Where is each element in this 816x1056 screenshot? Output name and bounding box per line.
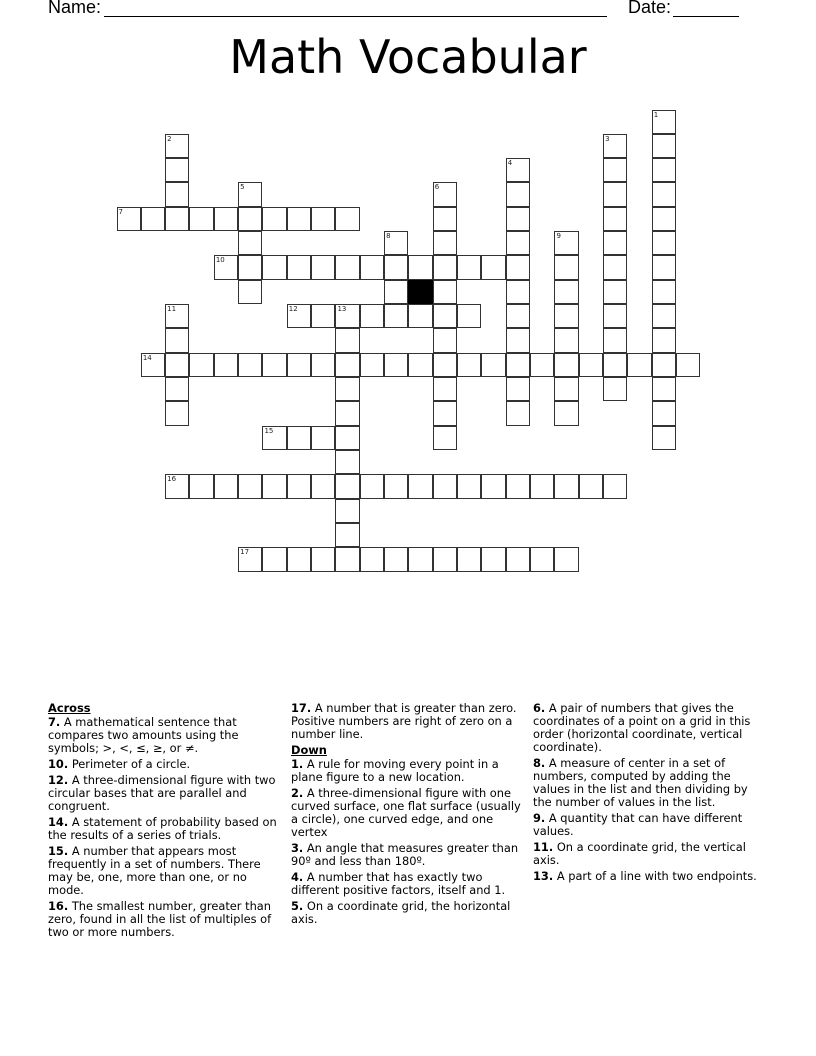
crossword-cell[interactable] xyxy=(238,207,262,231)
crossword-cell[interactable] xyxy=(652,207,676,231)
crossword-cell[interactable] xyxy=(117,207,141,231)
crossword-cell[interactable] xyxy=(652,231,676,255)
crossword-cell[interactable] xyxy=(481,353,505,377)
black-cell xyxy=(408,280,432,304)
crossword-cell[interactable] xyxy=(262,547,286,571)
crossword-cell[interactable] xyxy=(506,158,530,182)
crossword-cell[interactable] xyxy=(384,304,408,328)
crossword-cell[interactable] xyxy=(335,304,359,328)
down-heading: Down xyxy=(291,743,327,757)
clues-column-3 xyxy=(533,702,765,886)
crossword-cell[interactable] xyxy=(214,207,238,231)
crossword-cell[interactable] xyxy=(335,401,359,425)
clue-down-6: 6. A pair of numbers that gives the coordinates of a point on a grid in this order (horizontal coordinate, vertical coordinate). xyxy=(533,701,751,754)
crossword-cell[interactable] xyxy=(335,499,359,523)
crossword-cell[interactable] xyxy=(506,255,530,279)
clue-across-7: 7. A mathematical sentence that compares two amounts using the symbols; >, <, ≤, ≥, or ≠. xyxy=(48,715,239,755)
crossword-cell[interactable] xyxy=(262,353,286,377)
crossword-cell[interactable] xyxy=(603,255,627,279)
clue-number: 2 xyxy=(167,134,172,143)
clue-down-5: 5. On a coordinate grid, the horizontal axis. xyxy=(291,899,511,926)
crossword-cell[interactable] xyxy=(384,231,408,255)
crossword-cell[interactable] xyxy=(652,110,676,134)
crossword-cell[interactable] xyxy=(433,182,457,206)
crossword-cell[interactable] xyxy=(262,474,286,498)
clue-number: 5 xyxy=(240,183,245,192)
crossword-cell[interactable] xyxy=(652,353,676,377)
crossword-cell[interactable] xyxy=(408,474,432,498)
crossword-cell[interactable] xyxy=(579,353,603,377)
crossword-cell[interactable] xyxy=(554,255,578,279)
crossword-cell[interactable] xyxy=(165,474,189,498)
crossword-cell[interactable] xyxy=(238,547,262,571)
crossword-cell[interactable] xyxy=(603,377,627,401)
crossword-cell[interactable] xyxy=(603,207,627,231)
clue-number: 16 xyxy=(167,475,177,484)
clue-number: 12 xyxy=(288,305,298,314)
clue-down-9: 9. A quantity that can have different values. xyxy=(533,811,743,838)
crossword-cell[interactable] xyxy=(165,304,189,328)
crossword-cell[interactable] xyxy=(433,426,457,450)
date-label: Date: xyxy=(628,0,672,17)
crossword-cell[interactable] xyxy=(335,377,359,401)
crossword-cell[interactable] xyxy=(189,207,213,231)
crossword-cell[interactable] xyxy=(214,474,238,498)
crossword-cell[interactable] xyxy=(652,377,676,401)
crossword-cell[interactable] xyxy=(603,134,627,158)
crossword-cell[interactable] xyxy=(457,304,481,328)
clue-number: 6 xyxy=(434,183,440,192)
crossword-cell[interactable] xyxy=(384,280,408,304)
crossword-cell[interactable] xyxy=(262,207,286,231)
clue-number: 7 xyxy=(118,207,123,216)
crossword-cell[interactable] xyxy=(165,207,189,231)
crossword-cell[interactable] xyxy=(652,426,676,450)
crossword-cell[interactable] xyxy=(554,328,578,352)
crossword-cell[interactable] xyxy=(676,353,700,377)
crossword-cell[interactable] xyxy=(189,353,213,377)
clue-across-12: 12. A three-dimensional figure with two circular bases that are parallel and congruent. xyxy=(48,773,276,813)
crossword-cell[interactable] xyxy=(506,547,530,571)
crossword-cell[interactable] xyxy=(506,401,530,425)
crossword-cell[interactable] xyxy=(506,280,530,304)
crossword-cell[interactable] xyxy=(360,474,384,498)
crossword-cell[interactable] xyxy=(408,547,432,571)
crossword-cell[interactable] xyxy=(311,304,335,328)
crossword-cell[interactable] xyxy=(603,280,627,304)
crossword-cell[interactable] xyxy=(457,547,481,571)
crossword-cell[interactable] xyxy=(165,401,189,425)
clue-across-15: 15. A number that appears most frequently in a set of numbers. There may be, one, more than one, or no mode. xyxy=(48,844,261,897)
clue-down-1: 1. A rule for moving every point in a plane figure to a new location. xyxy=(291,757,499,784)
crossword-cell[interactable] xyxy=(506,328,530,352)
crossword-cell[interactable] xyxy=(384,353,408,377)
crossword-cell[interactable] xyxy=(238,231,262,255)
crossword-cell[interactable] xyxy=(481,255,505,279)
crossword-cell[interactable] xyxy=(287,353,311,377)
crossword-cell[interactable] xyxy=(165,353,189,377)
clue-number: 11 xyxy=(167,305,177,314)
clue-number: 17 xyxy=(240,548,250,557)
crossword-cell[interactable] xyxy=(360,353,384,377)
crossword-cell[interactable] xyxy=(457,255,481,279)
page-title: Math Vocabular xyxy=(229,30,587,84)
clue-down-8: 8. A measure of center in a set of numbers, computed by adding the values in the list and then dividing by the number of values in the list. xyxy=(533,756,748,809)
crossword-cell[interactable] xyxy=(433,401,457,425)
crossword-cell[interactable] xyxy=(554,377,578,401)
crossword-cell[interactable] xyxy=(433,547,457,571)
clue-down-4: 4. A number that has exactly two different positive factors, itself and 1. xyxy=(291,870,506,897)
crossword-cell[interactable] xyxy=(165,134,189,158)
crossword-cell[interactable] xyxy=(433,304,457,328)
crossword-cell[interactable] xyxy=(530,474,554,498)
clues-column-1 xyxy=(48,702,280,942)
crossword-cell[interactable] xyxy=(554,547,578,571)
crossword-cell[interactable] xyxy=(384,255,408,279)
crossword-cell[interactable] xyxy=(603,353,627,377)
crossword-cell[interactable] xyxy=(384,547,408,571)
crossword-cell[interactable] xyxy=(554,474,578,498)
clue-down-3: 3. An angle that measures greater than 90º and less than 180º. xyxy=(291,841,519,868)
crossword-cell[interactable] xyxy=(360,547,384,571)
crossword-cell[interactable] xyxy=(506,353,530,377)
crossword-cell[interactable] xyxy=(287,474,311,498)
crossword-cell[interactable] xyxy=(433,280,457,304)
crossword-cell[interactable] xyxy=(408,255,432,279)
crossword-cell[interactable] xyxy=(335,328,359,352)
crossword-cell[interactable] xyxy=(554,353,578,377)
crossword-cell[interactable] xyxy=(433,207,457,231)
crossword-cell[interactable] xyxy=(165,328,189,352)
crossword-cell[interactable] xyxy=(287,426,311,450)
date-field[interactable] xyxy=(673,16,739,17)
crossword-cell[interactable] xyxy=(360,304,384,328)
crossword-cell[interactable] xyxy=(311,353,335,377)
crossword-cell[interactable] xyxy=(433,231,457,255)
crossword-grid xyxy=(117,110,717,590)
crossword-cell[interactable] xyxy=(652,182,676,206)
crossword-cell[interactable] xyxy=(287,304,311,328)
crossword-cell[interactable] xyxy=(506,377,530,401)
crossword-cell[interactable] xyxy=(165,377,189,401)
crossword-cell[interactable] xyxy=(433,353,457,377)
crossword-cell[interactable] xyxy=(433,328,457,352)
crossword-cell[interactable] xyxy=(554,231,578,255)
crossword-cell[interactable] xyxy=(311,255,335,279)
clue-number: 9 xyxy=(556,232,561,241)
crossword-cell[interactable] xyxy=(506,474,530,498)
crossword-cell[interactable] xyxy=(335,523,359,547)
crossword-cell[interactable] xyxy=(433,474,457,498)
crossword-cell[interactable] xyxy=(603,474,627,498)
crossword-cell[interactable] xyxy=(165,158,189,182)
crossword-cell[interactable] xyxy=(481,474,505,498)
clue-number: 1 xyxy=(653,110,659,119)
crossword-cell[interactable] xyxy=(652,304,676,328)
crossword-cell[interactable] xyxy=(335,207,359,231)
crossword-cell[interactable] xyxy=(262,426,286,450)
crossword-cell[interactable] xyxy=(408,353,432,377)
clue-down-2: 2. A three-dimensional figure with one curved surface, one flat surface (usually a circle), one curved edge, and one vertex xyxy=(291,786,521,839)
crossword-cell[interactable] xyxy=(433,377,457,401)
crossword-cell[interactable] xyxy=(554,280,578,304)
across-heading: Across xyxy=(48,701,91,715)
crossword-cell[interactable] xyxy=(554,401,578,425)
crossword-cell[interactable] xyxy=(603,158,627,182)
clue-across-10: 10. Perimeter of a circle. xyxy=(48,757,191,771)
crossword-cell[interactable] xyxy=(287,207,311,231)
clue-number: 8 xyxy=(386,232,391,241)
crossword-cell[interactable] xyxy=(335,474,359,498)
crossword-cell[interactable] xyxy=(238,474,262,498)
crossword-cell[interactable] xyxy=(408,304,432,328)
crossword-cell[interactable] xyxy=(530,353,554,377)
clue-number: 10 xyxy=(215,256,225,265)
crossword-cell[interactable] xyxy=(214,353,238,377)
name-field[interactable] xyxy=(104,16,607,17)
crossword-cell[interactable] xyxy=(506,304,530,328)
crossword-cell[interactable] xyxy=(579,474,603,498)
crossword-cell[interactable] xyxy=(262,255,286,279)
clues-column-2 xyxy=(291,702,523,929)
clue-number: 3 xyxy=(605,134,610,143)
crossword-cell[interactable] xyxy=(311,426,335,450)
crossword-cell[interactable] xyxy=(335,255,359,279)
crossword-cell[interactable] xyxy=(652,134,676,158)
crossword-cell[interactable] xyxy=(384,474,408,498)
crossword-cell[interactable] xyxy=(652,255,676,279)
crossword-cell[interactable] xyxy=(335,353,359,377)
crossword-cell[interactable] xyxy=(165,182,189,206)
crossword-cell[interactable] xyxy=(311,207,335,231)
crossword-cell[interactable] xyxy=(141,207,165,231)
crossword-cell[interactable] xyxy=(530,547,554,571)
crossword-cell[interactable] xyxy=(652,158,676,182)
crossword-cell[interactable] xyxy=(238,353,262,377)
crossword-cell[interactable] xyxy=(554,304,578,328)
crossword-cell[interactable] xyxy=(603,182,627,206)
crossword-cell[interactable] xyxy=(335,450,359,474)
crossword-cell[interactable] xyxy=(238,280,262,304)
crossword-cell[interactable] xyxy=(141,353,165,377)
crossword-cell[interactable] xyxy=(652,328,676,352)
clue-number: 13 xyxy=(337,305,347,314)
clue-number: 15 xyxy=(264,426,274,435)
crossword-cell[interactable] xyxy=(506,231,530,255)
crossword-cell[interactable] xyxy=(238,255,262,279)
clue-number: 14 xyxy=(142,353,152,362)
crossword-cell[interactable] xyxy=(603,231,627,255)
clue-across-16: 16. The smallest number, greater than zero, found in all the list of multiples of two or more numbers. xyxy=(48,899,272,939)
crossword-cell[interactable] xyxy=(214,255,238,279)
crossword-cell[interactable] xyxy=(603,328,627,352)
crossword-cell[interactable] xyxy=(627,353,651,377)
clue-number: 4 xyxy=(507,159,513,168)
crossword-cell[interactable] xyxy=(335,426,359,450)
crossword-cell[interactable] xyxy=(287,255,311,279)
crossword-cell[interactable] xyxy=(481,547,505,571)
clue-across-14: 14. A statement of probability based on the results of a series of trials. xyxy=(48,815,277,842)
crossword-cell[interactable] xyxy=(603,304,627,328)
crossword-cell[interactable] xyxy=(433,255,457,279)
clue-down-11: 11. On a coordinate grid, the vertical axis. xyxy=(533,840,746,867)
crossword-cell[interactable] xyxy=(652,401,676,425)
crossword-cell[interactable] xyxy=(360,255,384,279)
name-label: Name: xyxy=(48,0,102,17)
crossword-cell[interactable] xyxy=(311,547,335,571)
crossword-cell[interactable] xyxy=(311,474,335,498)
clue-across-17: 17. A number that is greater than zero. Positive numbers are right of zero on a number line. xyxy=(291,701,517,741)
crossword-cell[interactable] xyxy=(335,547,359,571)
crossword-cell[interactable] xyxy=(506,207,530,231)
clue-down-13: 13. A part of a line with two endpoints. xyxy=(533,869,757,883)
crossword-cell[interactable] xyxy=(506,182,530,206)
crossword-cell[interactable] xyxy=(652,280,676,304)
crossword-cell[interactable] xyxy=(238,182,262,206)
crossword-cell[interactable] xyxy=(457,474,481,498)
crossword-cell[interactable] xyxy=(457,353,481,377)
crossword-cell[interactable] xyxy=(189,474,213,498)
crossword-cell[interactable] xyxy=(287,547,311,571)
